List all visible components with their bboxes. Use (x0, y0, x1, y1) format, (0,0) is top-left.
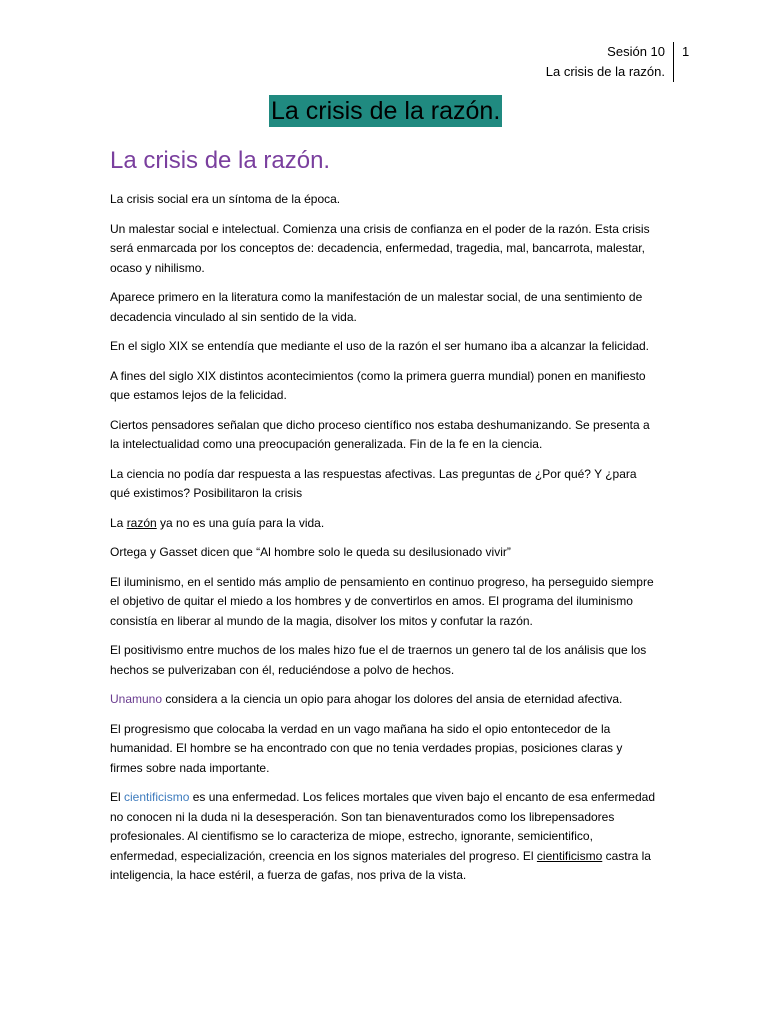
header-text (546, 42, 674, 82)
paragraph-10: El iluminismo, en el sentido más amplio de pensamiento en continuo progreso, ha perseguido siempre el objetivo de quitar el miedo a los hombres y de convertirlos en amos. El programa del iluminismo consistía en liberar al mundo de la magia, disolver los mitos y confutar la razón. (110, 574, 654, 628)
header-subtitle: La crisis de la razón. (545, 64, 665, 79)
cientificismo-link[interactable]: cientificismo (536, 848, 603, 863)
paragraph-8 (110, 514, 655, 534)
razon-link[interactable]: razón (126, 515, 157, 530)
p14-mid: es una enfermedad. Los felices mortales que viven bajo el encanto de esa enfermedad no conocen ni la duda ni la desesperación. Son tan bienaventurados como los librepensadores profesionales. Al cientifismo se lo caracteriza de miope, estrecho, ignorante, semicientifico, enfermedad, especialización, creencia en los signos materiales del progreso. El (110, 790, 656, 863)
cientificismo-term: cientificismo (124, 790, 190, 804)
document-title: La crisis de la razón. (271, 97, 501, 125)
page-header (546, 42, 696, 82)
p14-pre: El (110, 790, 125, 804)
paragraph-7: La ciencia no podía dar respuesta a las respuestas afectivas. Las preguntas de ¿Por qué? Y ¿para qué existimos? Posibilitaron la crisis (110, 466, 637, 500)
paragraph-12 (110, 690, 655, 710)
paragraph-9: Ortega y Gasset dicen que “Al hombre solo le queda su desilusionado vivir” (110, 545, 511, 559)
p14-post: castra la inteligencia, la hace estéril, a fuerza de gafas, nos priva de la vista. (110, 848, 651, 882)
paragraph-2: Un malestar social e intelectual. Comienza una crisis de confianza en el poder de la razón. Esta crisis será enmarcada por los conceptos de: decadencia, enfermedad, tragedia, mal, bancarrota, malestar, ocaso y nihilismo. (110, 221, 650, 275)
section-heading: La crisis de la razón. (110, 147, 331, 174)
unamuno-name: Unamuno (110, 692, 163, 706)
paragraph-14 (110, 788, 655, 886)
paragraph-5: A fines del siglo XIX distintos acontecimientos (como la primera guerra mundial) ponen en manifiesto que estamos lejos de la felicidad. (110, 368, 646, 402)
paragraph-3: Aparece primero en la literatura como la manifestación de un malestar social, de una sentimiento de decadencia vinculado al sin sentido de la vida. (110, 290, 643, 324)
paragraph-6: Ciertos pensadores señalan que dicho proceso científico nos estaba deshumanizando. Se presenta a la intelectualidad como una preocupación generalizada. Fin de la fe en la ciencia. (110, 417, 650, 451)
p12-rest: considera a la ciencia un opio para ahogar los dolores del ansia de eternidad afectiva. (162, 692, 623, 706)
paragraph-13: El progresismo que colocaba la verdad en un vago mañana ha sido el opio entontecedor de la humanidad. El hombre se ha encontrado con que no tenia verdades propias, posiciones claras y firmes sobre nada importante. (110, 721, 623, 775)
paragraph-4: En el siglo XIX se entendía que mediante el uso de la razón el ser humano iba a alcanzar la felicidad. (110, 339, 650, 353)
document-body (110, 190, 655, 896)
paragraph-1: La crisis social era un síntoma de la época. (110, 192, 341, 206)
p8-post: ya no es una guía para la vida. (156, 515, 325, 530)
page-number: 1 (682, 44, 690, 59)
session-label: Sesión 10 (607, 44, 665, 59)
paragraph-11: El positivismo entre muchos de los males hizo fue el de traernos un genero tal de los análisis que los hechos se pulverizaban con él, reduciéndose a polvo de hechos. (110, 643, 647, 677)
p8-pre: La (110, 515, 127, 530)
